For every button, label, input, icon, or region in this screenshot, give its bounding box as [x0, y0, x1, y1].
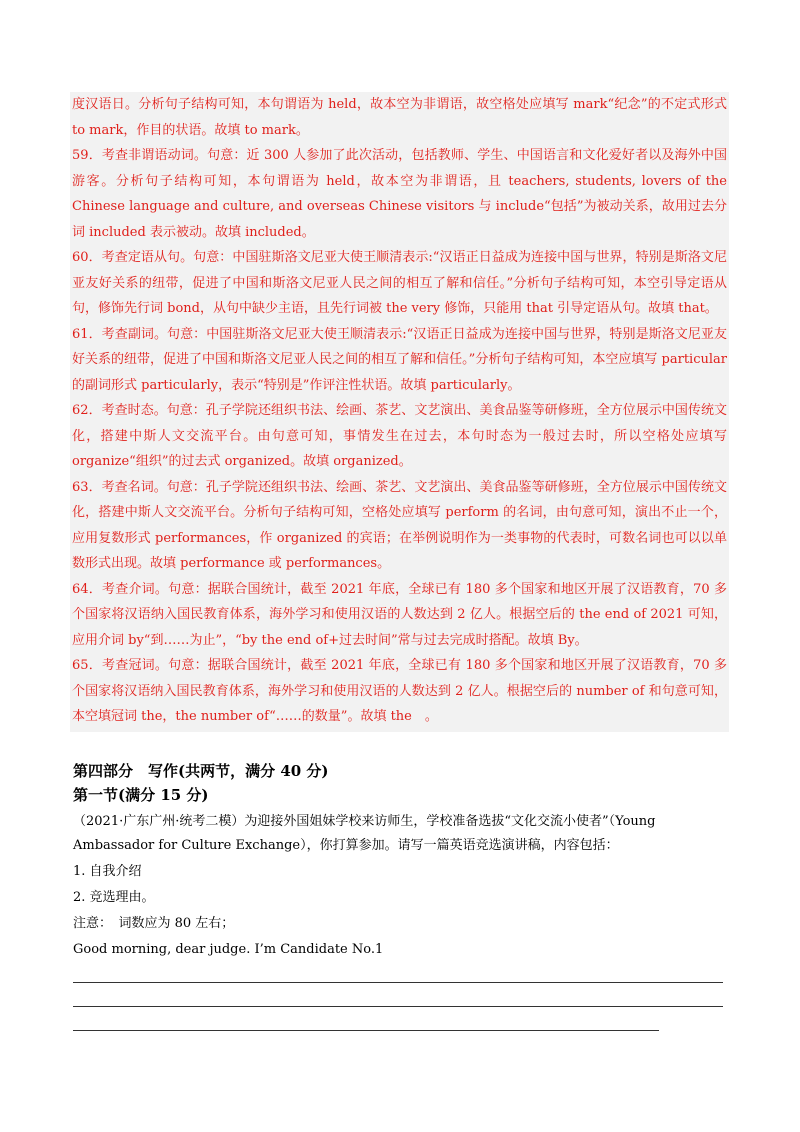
answer-65: 65．考查冠词。句意：据联合国统计，截至 2021 年底，全球已有 180 多个国家和地区开展了汉语教育，70 多个国家将汉语纳入国民教育体系，海外学习和使用汉语的人数达到 2 亿人。根据空后的 number of 和句意可知，本空填冠词 the，the number of“……的数量”。故填 the 。 [72, 658, 727, 724]
answer-explanations [70, 92, 729, 732]
note: 注意： 词数应为 80 左右； [73, 916, 235, 931]
part4-section [73, 760, 733, 962]
answer-62: 62．考查时态。句意：孔子学院还组织书法、绘画、茶艺、文艺演出、美食品鉴等研修班，全方位展示中国传统文化，搭建中斯人文交流平台。由句意可知，事情发生在过去，本句时态为一般过去时，所以空格处应填写 organize“组织”的过去式 organized。故填 organized。 [72, 403, 727, 469]
answer-58-tail: 度汉语日。分析句子结构可知，本句谓语为 held，故本空为非谓语，故空格处应填写 mark“纪念”的不定式形式 to mark，作目的状语。故填 to mark。 [72, 97, 727, 138]
answer-60: 60．考查定语从句。句意：中国驻斯洛文尼亚大使王顺清表示:“汉语正日益成为连接中国与世界，特别是斯洛文尼亚友好关系的纽带，促进了中国和斯洛文尼亚人民之间的相互了解和信任。”分析句子结构可知，本空引导定语从句，修饰先行词 bond，从句中缺少主语，且先行词被 the very 修饰，只能用 that 引导定语从句。故填 that。 [72, 250, 727, 316]
essay-opening: Good morning, dear judge. I’m Candidate No.1 [73, 942, 384, 957]
answer-64: 64．考查介词。句意：据联合国统计，截至 2021 年底，全球已有 180 多个国家和地区开展了汉语教育，70 多个国家将汉语纳入国民教育体系，海外学习和使用汉语的人数达到 2 亿人。根据空后的 the end of 2021 可知，应用介词 by“到……为止”，“by the end of+过去时间”常与过去完成时搭配。故填 By。 [72, 581, 727, 648]
answer-61: 61．考查副词。句意：中国驻斯洛文尼亚大使王顺清表示:“汉语正日益成为连接中国与世界，特别是斯洛文尼亚友好关系的纽带，促进了中国和斯洛文尼亚人民之间的相互了解和信任。”分析句子结构可知，本空应填写 particular 的副词形式 particularly，表示“特别是”作评注性状语。故填 particularly。 [72, 326, 727, 393]
point-2: 2. 竞选理由。 [73, 890, 155, 905]
answer-63: 63．考查名词。句意：孔子学院还组织书法、绘画、茶艺、文艺演出、美食品鉴等研修班，全方位展示中国传统文化，搭建中斯人文交流平台。分析句子结构可知，空格处应填写 perform 的名词，由句意可知，演出不止一个，应用复数形式 performances，作 organized 的宾语；在举例说明作为一类事物的代表时，可数名词也可以以单数形式出现。故填 performance 或 performances。 [72, 479, 727, 571]
writing-prompt: （2021·广东广州·统考二模）为迎接外国姐妹学校来访师生，学校准备选拔“文化交流小使者”（Young Ambassador for Culture Exchange），你打算参加。请写一篇英语竞选演讲稿，内容包括： [73, 814, 656, 853]
writing-line[interactable] [73, 982, 723, 983]
point-1: 1. 自我介绍 [73, 864, 142, 879]
section1-title: 第一节(满分 15 分) [73, 786, 209, 804]
writing-line[interactable] [73, 1030, 659, 1031]
answer-59: 59．考查非谓语动词。句意：近 300 人参加了此次活动，包括教师、学生、中国语言和文化爱好者以及海外中国游客。分析句子结构可知，本句谓语为 held，故本空为非谓语，且 teachers, students, lovers of the Chinese language and culture, and overseas Chinese visitors 与 include“包括”为被动关系，故用过去分词 included 表示被动。故填 included。 [72, 148, 727, 240]
part4-title: 第四部分 写作(共两节，满分 40 分) [73, 762, 329, 780]
writing-line[interactable] [73, 1006, 723, 1007]
